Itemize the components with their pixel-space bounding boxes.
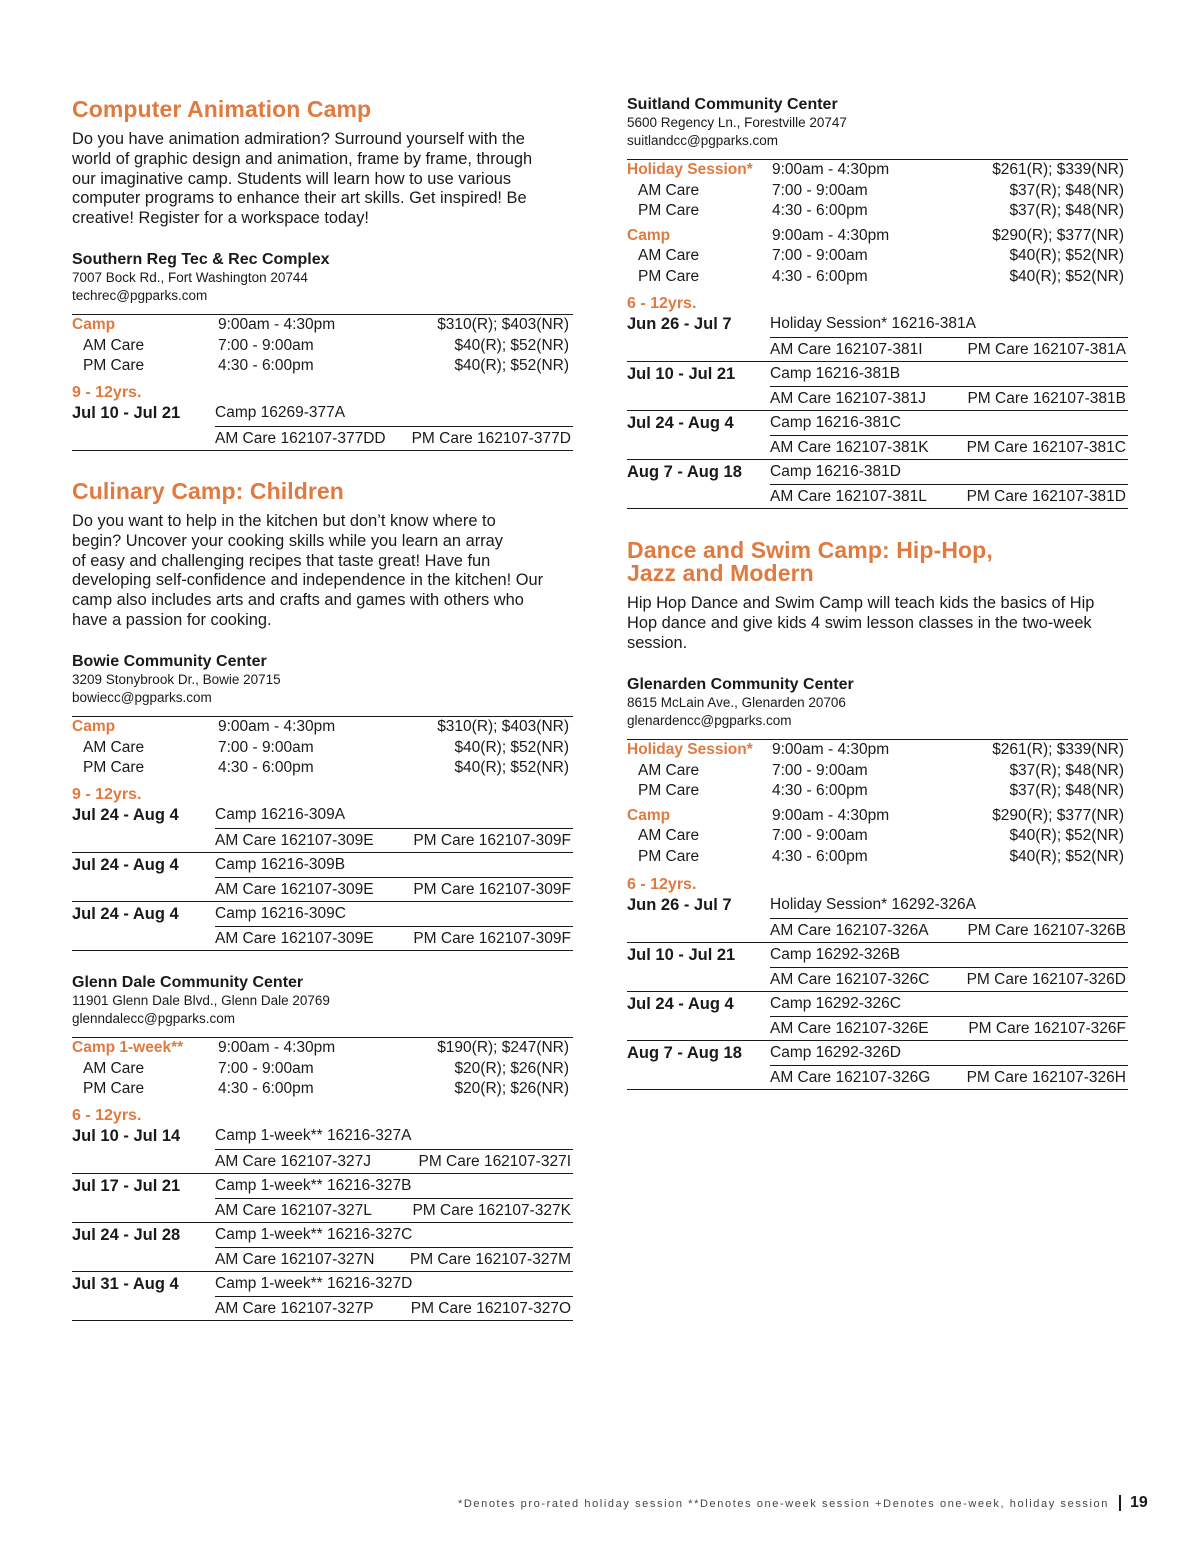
- session-dates: Jul 24 - Aug 4: [72, 806, 179, 824]
- session-code: Camp 1-week** 16216-327D: [215, 1275, 413, 1292]
- price-row: [627, 806, 1128, 827]
- price-time: 9:00am - 4:30pm: [218, 316, 336, 333]
- page-footer: [0, 1494, 1200, 1514]
- location-email[interactable]: bowiecc@pgparks.com: [72, 690, 212, 705]
- session-code: Camp 16269-377A: [215, 404, 346, 421]
- am-care-code: AM Care 162107-381I: [770, 340, 923, 358]
- care-row: [215, 1198, 573, 1223]
- pm-care-code: PM Care 162107-327O: [410, 1299, 571, 1317]
- session-code: Camp 16292-326B: [770, 946, 901, 963]
- location-block: [72, 653, 573, 707]
- price-row: [72, 738, 573, 759]
- am-care-code: AM Care 162107-309E: [215, 929, 374, 947]
- footer-divider: [1119, 1495, 1121, 1511]
- section-title-line: Jazz and Modern: [627, 560, 814, 586]
- section-title: [627, 539, 1128, 585]
- care-row: [770, 484, 1128, 509]
- session-code: Camp 16292-326C: [770, 995, 901, 1012]
- price-label: AM Care: [83, 1059, 145, 1077]
- desc-line: creative! Register for a workspace today!: [72, 209, 369, 228]
- section-title: Culinary Camp: Children: [72, 478, 344, 504]
- price-time: 9:00am - 4:30pm: [218, 718, 336, 735]
- session-dates: Jul 17 - Jul 21: [72, 1177, 181, 1195]
- price-label: AM Care: [638, 827, 700, 844]
- price-row: [627, 181, 1128, 202]
- price-label: AM Care: [638, 761, 700, 779]
- desc-line: Do you want to help in the kitchen but don’t know where to: [72, 512, 496, 530]
- session-dates: Jul 10 - Jul 21: [627, 946, 736, 964]
- location-block: [72, 251, 573, 305]
- price-time: 4:30 - 6:00pm: [772, 267, 868, 285]
- session-dates: Jul 24 - Jul 28: [72, 1226, 181, 1244]
- price-table: [627, 739, 1128, 867]
- am-care-code: AM Care 162107-327L: [215, 1201, 372, 1219]
- price-time: 9:00am - 4:30pm: [218, 1039, 336, 1056]
- pm-care-code: PM Care 162107-327M: [409, 1250, 571, 1268]
- care-row: [770, 386, 1128, 411]
- session-code: Camp 1-week** 16216-327C: [215, 1226, 413, 1243]
- price-label: Camp: [72, 316, 116, 333]
- price-row: [627, 160, 1128, 181]
- price-amount: $40(R); $52(NR): [454, 738, 569, 756]
- session-table: [627, 893, 1128, 1090]
- price-row: [627, 740, 1128, 761]
- price-amount: $40(R); $52(NR): [1009, 247, 1124, 264]
- session-code: Camp 16292-326D: [770, 1044, 901, 1061]
- desc-line: Hop dance and give kids 4 swim lesson classes in the two-week: [627, 613, 1092, 632]
- location-block: [72, 974, 573, 1028]
- location-name: Bowie Community Center: [72, 653, 267, 670]
- location-name: Glenn Dale Community Center: [72, 974, 304, 991]
- price-amount: $310(R); $403(NR): [437, 316, 569, 333]
- pm-care-code: PM Care 162107-309F: [413, 831, 571, 849]
- price-amount: $37(R); $48(NR): [1009, 761, 1124, 779]
- session-row: [627, 312, 1128, 337]
- pm-care-code: PM Care 162107-327I: [418, 1152, 571, 1170]
- location-block: [627, 676, 1128, 730]
- price-label: PM Care: [83, 1080, 145, 1097]
- desc-line: camp also includes arts and crafts and games with others who: [72, 591, 524, 610]
- desc-line: computer programs to enhance their art skills. Get inspired! Be: [72, 189, 527, 208]
- session-dates: Jul 10 - Jul 21: [72, 404, 181, 422]
- price-time: 9:00am - 4:30pm: [772, 806, 890, 824]
- location-address: 5600 Regency Ln., Forestville 20747: [627, 115, 847, 130]
- price-time: 7:00 - 9:00am: [772, 247, 868, 264]
- pm-care-code: PM Care 162107-309F: [413, 880, 571, 898]
- session-code: Camp 1-week** 16216-327B: [215, 1177, 412, 1194]
- location-name: Suitland Community Center: [627, 96, 838, 113]
- price-row: [72, 717, 573, 738]
- care-row: [215, 1296, 573, 1321]
- desc-line: Do you have animation admiration? Surround yourself with the: [72, 130, 525, 148]
- section-description: [627, 594, 1128, 653]
- session-table: [627, 312, 1128, 509]
- desc-line: session.: [627, 633, 688, 652]
- price-time: 7:00 - 9:00am: [218, 738, 314, 756]
- price-row: [72, 315, 573, 336]
- session-dates: Aug 7 - Aug 18: [627, 1044, 742, 1062]
- price-amount: $290(R); $377(NR): [992, 226, 1124, 244]
- section-description: [72, 512, 573, 631]
- session-table: [72, 1124, 573, 1321]
- pm-care-code: PM Care 162107-381A: [967, 340, 1126, 358]
- session-dates: Jul 24 - Aug 4: [627, 995, 734, 1013]
- session-row: [72, 803, 573, 828]
- pm-care-code: PM Care 162107-327K: [412, 1201, 571, 1219]
- price-time: 7:00 - 9:00am: [772, 827, 868, 844]
- session-row: [72, 1222, 573, 1247]
- session-dates: Jun 26 - Jul 7: [627, 315, 732, 333]
- session-row: [72, 1124, 573, 1149]
- age-range: 9 - 12yrs.: [72, 786, 142, 803]
- location-email[interactable]: glenndalecc@pgparks.com: [72, 1011, 236, 1026]
- desc-line: developing self-confidence and independence in the kitchen! Our: [72, 571, 544, 590]
- am-care-code: AM Care 162107-326C: [770, 970, 930, 988]
- price-amount: $37(R); $48(NR): [1009, 181, 1124, 199]
- price-label: Camp: [72, 718, 116, 735]
- price-amount: $310(R); $403(NR): [437, 718, 569, 735]
- price-time: 4:30 - 6:00pm: [218, 1080, 314, 1097]
- desc-line: Hip Hop Dance and Swim Camp will teach kids the basics of Hip: [627, 594, 1095, 612]
- section-title-line: Dance and Swim Camp: Hip-Hop,: [627, 537, 993, 563]
- location-email[interactable]: techrec@pgparks.com: [72, 288, 208, 303]
- price-label: Holiday Session*: [627, 161, 753, 178]
- price-table: [72, 1037, 573, 1100]
- session-row: [72, 901, 573, 926]
- care-row: [770, 918, 1128, 943]
- session-row: [72, 401, 573, 426]
- care-row: [770, 337, 1128, 362]
- session-code: Camp 16216-381B: [770, 365, 901, 382]
- am-care-code: AM Care 162107-381L: [770, 487, 927, 505]
- am-care-code: AM Care 162107-327N: [215, 1250, 375, 1268]
- price-label: PM Care: [638, 267, 700, 285]
- pm-care-code: PM Care 162107-326F: [968, 1019, 1126, 1037]
- desc-line: begin? Uncover your cooking skills while you learn an array: [72, 531, 503, 550]
- care-row: [215, 426, 573, 451]
- price-label: AM Care: [83, 336, 145, 354]
- care-row: [215, 926, 573, 951]
- price-time: 9:00am - 4:30pm: [772, 226, 890, 244]
- session-dates: Jul 24 - Aug 4: [72, 905, 179, 923]
- session-row: [72, 1173, 573, 1198]
- price-amount: $20(R); $26(NR): [454, 1080, 569, 1097]
- price-row: [627, 267, 1128, 288]
- age-range: 6 - 12yrs.: [627, 876, 697, 893]
- location-name: Southern Reg Tec & Rec Complex: [72, 251, 330, 268]
- session-row: [627, 991, 1128, 1016]
- pm-care-code: PM Care 162107-381D: [966, 487, 1126, 505]
- session-dates: Jul 31 - Aug 4: [72, 1275, 179, 1293]
- session-row: [627, 1040, 1128, 1065]
- price-row: [627, 226, 1128, 247]
- price-row: [72, 336, 573, 357]
- price-label: PM Care: [638, 782, 700, 799]
- price-label: Holiday Session*: [627, 741, 753, 758]
- price-label: AM Care: [83, 738, 145, 756]
- price-time: 4:30 - 6:00pm: [218, 759, 314, 776]
- price-time: 4:30 - 6:00pm: [772, 782, 868, 799]
- location-address: 11901 Glenn Dale Blvd., Glenn Dale 20769: [72, 993, 330, 1008]
- session-row: [627, 361, 1128, 386]
- session-row: [72, 852, 573, 877]
- section-title: Computer Animation Camp: [72, 96, 372, 122]
- price-table: [72, 716, 573, 779]
- price-time: 9:00am - 4:30pm: [772, 741, 890, 758]
- session-code: Holiday Session* 16292-326A: [770, 896, 976, 913]
- session-table: [72, 803, 573, 951]
- location-name: Glenarden Community Center: [627, 676, 854, 693]
- price-table: [72, 314, 573, 377]
- price-label: Camp: [627, 806, 671, 824]
- pm-care-code: PM Care 162107-309F: [413, 929, 571, 947]
- price-amount: $261(R); $339(NR): [992, 741, 1124, 758]
- am-care-code: AM Care 162107-381J: [770, 389, 926, 407]
- desc-line: our imaginative camp. Students will learn how to use various: [72, 169, 512, 188]
- care-row: [770, 435, 1128, 460]
- location-address: 3209 Stonybrook Dr., Bowie 20715: [72, 672, 281, 687]
- am-care-code: AM Care 162107-326G: [770, 1068, 931, 1086]
- price-amount: $37(R); $48(NR): [1009, 782, 1124, 799]
- price-row: [627, 781, 1128, 802]
- desc-line: have a passion for cooking.: [72, 610, 272, 629]
- price-label: PM Care: [638, 847, 700, 865]
- price-label: PM Care: [83, 357, 145, 374]
- session-row: [627, 459, 1128, 484]
- session-row: [72, 1271, 573, 1296]
- price-label: AM Care: [638, 247, 700, 264]
- price-row: [627, 761, 1128, 782]
- price-amount: $40(R); $52(NR): [1009, 827, 1124, 844]
- price-label: Camp 1-week**: [72, 1039, 184, 1056]
- session-dates: Jul 10 - Jul 14: [72, 1127, 181, 1145]
- price-time: 7:00 - 9:00am: [218, 1059, 314, 1077]
- price-amount: $20(R); $26(NR): [454, 1059, 569, 1077]
- session-row: [627, 893, 1128, 918]
- session-dates: Jul 24 - Aug 4: [72, 856, 179, 874]
- am-care-code: AM Care 162107-309E: [215, 880, 374, 898]
- section-description: [72, 130, 573, 229]
- desc-line: world of graphic design and animation, frame by frame, through: [72, 149, 533, 168]
- location-email[interactable]: suitlandcc@pgparks.com: [627, 133, 779, 148]
- price-row: [72, 1038, 573, 1059]
- price-amount: $40(R); $52(NR): [454, 759, 569, 776]
- pm-care-code: PM Care 162107-381C: [966, 438, 1126, 456]
- location-address: 7007 Bock Rd., Fort Washington 20744: [72, 270, 308, 285]
- care-row: [770, 1065, 1128, 1090]
- care-row: [215, 1149, 573, 1174]
- price-table: [627, 159, 1128, 287]
- session-dates: Jul 24 - Aug 4: [627, 414, 734, 432]
- am-care-code: AM Care 162107-327J: [215, 1152, 371, 1170]
- care-row: [215, 828, 573, 853]
- price-label: PM Care: [638, 202, 700, 219]
- am-care-code: AM Care 162107-381K: [770, 438, 929, 456]
- price-amount: $40(R); $52(NR): [454, 336, 569, 354]
- pm-care-code: PM Care 162107-381B: [967, 389, 1126, 407]
- am-care-code: AM Care 162107-326A: [770, 921, 929, 939]
- am-care-code: AM Care 162107-309E: [215, 831, 374, 849]
- location-address: 8615 McLain Ave., Glenarden 20706: [627, 695, 846, 710]
- age-range: 6 - 12yrs.: [627, 295, 697, 312]
- age-range: 9 - 12yrs.: [72, 384, 142, 401]
- session-code: Holiday Session* 16216-381A: [770, 315, 976, 332]
- price-amount: $261(R); $339(NR): [992, 161, 1124, 178]
- price-amount: $290(R); $377(NR): [992, 806, 1124, 824]
- session-dates: Jun 26 - Jul 7: [627, 896, 732, 914]
- price-amount: $40(R); $52(NR): [454, 357, 569, 374]
- price-row: [627, 826, 1128, 847]
- price-row: [72, 1079, 573, 1100]
- session-code: Camp 16216-309A: [215, 806, 346, 823]
- pm-care-code: PM Care 162107-326H: [966, 1068, 1126, 1086]
- care-row: [215, 1247, 573, 1272]
- price-time: 4:30 - 6:00pm: [772, 847, 868, 865]
- price-amount: $37(R); $48(NR): [1009, 202, 1124, 219]
- am-care-code: AM Care 162107-377DD: [215, 429, 386, 447]
- session-code: Camp 16216-381D: [770, 463, 901, 480]
- desc-line: of easy and challenging recipes that taste great! Have fun: [72, 551, 491, 570]
- price-row: [627, 201, 1128, 222]
- am-care-code: AM Care 162107-327P: [215, 1299, 374, 1317]
- price-time: 7:00 - 9:00am: [772, 181, 868, 199]
- footnote: *Denotes pro-rated holiday session **Denotes one-week session +Denotes one-week, holiday session: [457, 1498, 1109, 1510]
- location-email[interactable]: glenardencc@pgparks.com: [627, 713, 792, 728]
- session-code: Camp 1-week** 16216-327A: [215, 1127, 412, 1144]
- session-table: [72, 401, 573, 451]
- care-row: [770, 1016, 1128, 1041]
- care-row: [770, 967, 1128, 992]
- price-time: 7:00 - 9:00am: [772, 761, 868, 779]
- session-row: [627, 942, 1128, 967]
- age-range: 6 - 12yrs.: [72, 1107, 142, 1124]
- price-time: 4:30 - 6:00pm: [772, 202, 868, 219]
- price-time: 9:00am - 4:30pm: [772, 161, 890, 178]
- price-label: AM Care: [638, 181, 700, 199]
- price-label: Camp: [627, 226, 671, 244]
- session-code: Camp 16216-381C: [770, 414, 901, 431]
- session-code: Camp 16216-309C: [215, 905, 346, 922]
- page-number: 19: [1130, 1494, 1148, 1511]
- care-row: [215, 877, 573, 902]
- pm-care-code: PM Care 162107-377D: [411, 429, 571, 447]
- location-block: [627, 96, 1128, 150]
- session-code: Camp 16216-309B: [215, 856, 346, 873]
- price-label: PM Care: [83, 759, 145, 776]
- price-time: 4:30 - 6:00pm: [218, 357, 314, 374]
- pm-care-code: PM Care 162107-326B: [967, 921, 1126, 939]
- pm-care-code: PM Care 162107-326D: [966, 970, 1126, 988]
- price-amount: $190(R); $247(NR): [437, 1039, 569, 1056]
- price-row: [72, 1059, 573, 1080]
- price-time: 7:00 - 9:00am: [218, 336, 314, 354]
- am-care-code: AM Care 162107-326E: [770, 1019, 929, 1037]
- session-dates: Jul 10 - Jul 21: [627, 365, 736, 383]
- price-amount: $40(R); $52(NR): [1009, 847, 1124, 865]
- price-row: [627, 246, 1128, 267]
- session-dates: Aug 7 - Aug 18: [627, 463, 742, 481]
- price-row: [72, 356, 573, 377]
- price-amount: $40(R); $52(NR): [1009, 267, 1124, 285]
- price-row: [72, 758, 573, 779]
- session-row: [627, 410, 1128, 435]
- price-row: [627, 847, 1128, 868]
